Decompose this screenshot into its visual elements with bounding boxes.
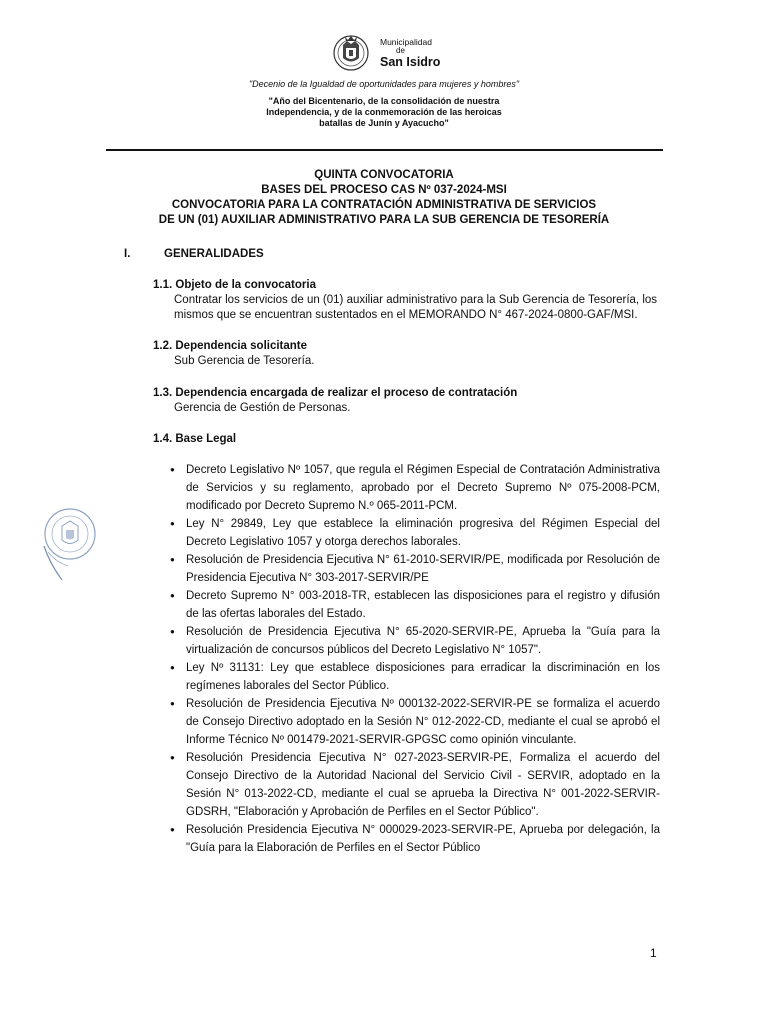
list-item: ● Decreto Supremo N° 003-2018-TR, establecen las disposiciones para el registro y difusión de las ofertas laborales del Estado. — [170, 587, 660, 623]
anio-slogan — [0, 96, 768, 129]
section-heading — [124, 248, 264, 260]
subsection-body: Sub Gerencia de Tesorería. — [174, 355, 315, 367]
subsection-1-2 — [153, 339, 664, 369]
subsection-body: Gerencia de Gestión de Personas. — [174, 402, 351, 414]
municipality-line1: Municipalidad — [380, 37, 432, 47]
decenio-slogan: "Decenio de la Igualdad de oportunidades para mujeres y hombres" — [248, 79, 520, 89]
municipality-line3: San Isidro — [380, 54, 441, 69]
municipality-wordmark — [380, 38, 440, 68]
list-item: ● Ley N° 29849, Ley que establece la eliminación progresiva del Régimen Especial del Decreto Legislativo 1057 y otorga derechos laborales. — [170, 515, 660, 551]
subsection-1-1 — [153, 278, 664, 323]
section-number: I. — [124, 248, 131, 260]
anio-line3: batallas de Junín y Ayacucho" — [319, 118, 449, 128]
list-item: ● Decreto Legislativo Nº 1057, que regula el Régimen Especial de Contratación Administrativa de Servicios y su reglamento, aprobado por el Decreto Supremo Nº 075-2008-PCM, modificado por Decreto Supremo N.º 065-2011-PCM. — [170, 461, 660, 515]
anio-line2: Independencia, y de la conmemoración de las heroicas — [266, 107, 502, 117]
subsection-body: Contratar los servicios de un (01) auxiliar administrativo para la Sub Gerencia de Tesorería, los mismos que se encuentran sustentados en el MEMORANDO N° 467-2024-0800-GAF/MSI. — [174, 294, 658, 321]
title-line2: BASES DEL PROCESO CAS Nº 037-2024-MSI — [261, 184, 507, 196]
page-number: 1 — [650, 946, 657, 960]
title-line4: DE UN (01) AUXILIAR ADMINISTRATIVO PARA LA SUB GERENCIA DE TESORERÍA — [158, 214, 610, 226]
subsection-1-3 — [153, 386, 664, 416]
document-title — [0, 168, 768, 228]
title-line3: CONVOCATORIA PARA LA CONTRATACIÓN ADMINISTRATIVA DE SERVICIOS — [171, 199, 597, 211]
list-item: ● Resolución Presidencia Ejecutiva N° 000029-2023-SERVIR-PE, Aprueba por delegación, la "Guía para la Elaboración de Perfiles en el Sector Público — [170, 821, 660, 857]
list-item: ● Resolución de Presidencia Ejecutiva Nº 000132-2022-SERVIR-PE se formaliza el acuerdo de Consejo Directivo adoptado en la Sesión N° 012-2022-CD, mediante el cual se aprobó el Informe Técnico Nº 001479-2021-SERVIR-GPGSC como opinión vinculante. — [170, 695, 660, 749]
municipal-coat-of-arms-icon — [330, 31, 372, 73]
list-item: ● Resolución de Presidencia Ejecutiva N° 61-2010-SERVIR/PE, modificada por Resolución de Presidencia Ejecutiva N° 303-2017-SERVIR/PE — [170, 551, 660, 587]
subsection-heading: 1.1. Objeto de la convocatoria — [153, 279, 316, 291]
subsection-1-4 — [153, 432, 236, 447]
municipality-line2: de — [396, 45, 405, 55]
subsection-heading: 1.3. Dependencia encargada de realizar el proceso de contratación — [153, 387, 518, 399]
official-stamp-icon — [38, 502, 98, 582]
title-line1: QUINTA CONVOCATORIA — [314, 169, 454, 181]
subsection-heading: 1.2. Dependencia solicitante — [153, 340, 308, 352]
anio-line1: "Año del Bicentenario, de la consolidación de nuestra — [268, 96, 500, 106]
list-item: ● Resolución de Presidencia Ejecutiva N° 65-2020-SERVIR-PE, Aprueba la "Guía para la virtualización de concursos públicos del Decreto Legislativo N° 1057". — [170, 623, 660, 659]
list-item: ● Resolución Presidencia Ejecutiva N° 027-2023-SERVIR-PE, Formaliza el acuerdo del Consejo Directivo de la Autoridad Nacional del Servicio Civil - SERVIR, adoptado en la Sesión N° 013-2022-CD, mediante el cual se aprueba la Directiva N° 001-2022-SERVIR-GDSRH, "Elaboración y Aprobación de Perfiles en el Sector Público". — [170, 749, 660, 821]
header-divider — [106, 149, 663, 151]
base-legal-list — [170, 461, 660, 857]
list-item: ● Ley Nº 31131: Ley que establece disposiciones para erradicar la discriminación en los regímenes laborales del Sector Público. — [170, 659, 660, 695]
subsection-heading: 1.4. Base Legal — [153, 433, 237, 445]
section-title: GENERALIDADES — [164, 248, 264, 260]
